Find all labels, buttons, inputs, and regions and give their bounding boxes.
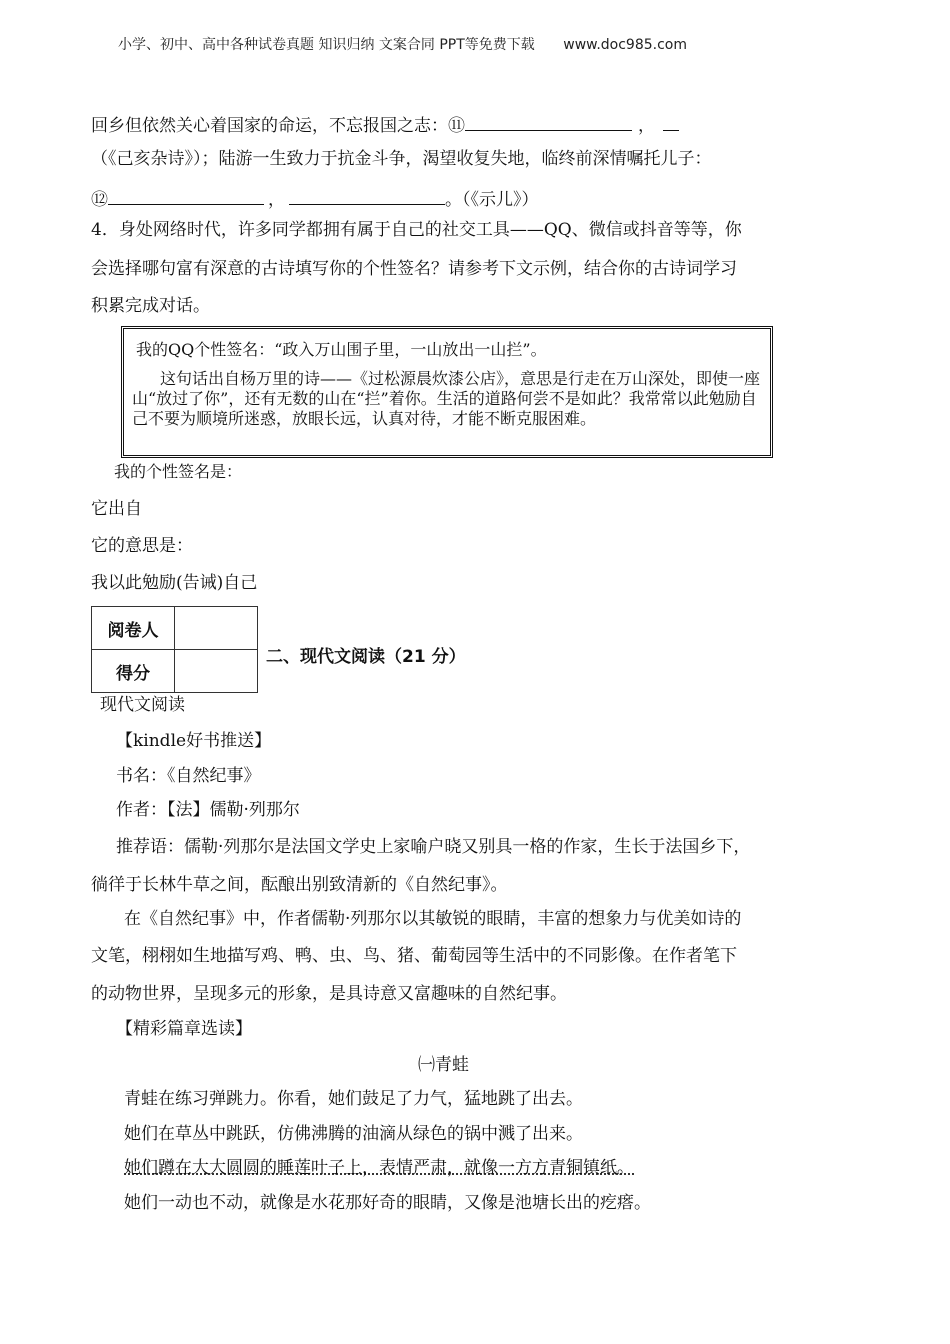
section-title: 二、现代文阅读（21 分）	[266, 647, 466, 667]
book-title: 书名：《自然纪事》	[116, 766, 261, 786]
excerpt-heading: 【精彩篇章选读】	[116, 1019, 252, 1039]
answer-meaning-label: 它的意思是：	[91, 536, 193, 556]
answer-blank-12b[interactable]	[289, 188, 445, 205]
q4-line2: 会选择哪句富有深意的古诗填写你的个性签名？请参考下文示例，结合你的古诗词学习	[91, 259, 737, 279]
section-subtitle: 现代文阅读	[100, 695, 185, 715]
grader-label: 阅卷人	[92, 607, 175, 650]
example-signature: 我的QQ个性签名：“政入万山围子里，一山放出一山拦”。	[136, 340, 547, 359]
score-cell[interactable]	[175, 650, 258, 693]
frog-line3: 她们蹲在大大圆圆的睡莲叶子上，表情严肃，就像一方方青铜镇纸。	[124, 1158, 634, 1178]
q4-line1: 4．身处网络时代，许多同学都拥有属于自己的社交工具——QQ、微信或抖音等等，你	[91, 220, 742, 240]
answer-blank-11[interactable]	[465, 114, 632, 131]
q3-line1: 回乡但依然关心着国家的命运，不忘报国之志：⑪ ，	[91, 114, 679, 135]
score-label: 得分	[92, 650, 175, 693]
frog-line1: 青蛙在练习弹跳力。你看，她们鼓足了力气，猛地跳了出去。	[124, 1089, 583, 1109]
kindle-heading: 【kindle好书推送】	[116, 731, 272, 751]
book-author: 作者：【法】儒勒·列那尔	[116, 800, 300, 820]
example-explanation: 这句话出自杨万里的诗——《过松源晨炊漆公店》，意思是行走在万山深处，即使一座山“放过了你”，还有无数的山在“拦”着你。生活的道路何尝不是如此？我常常以此勉励自己不要为顺境所迷惑，放眼长远，认真对待，才能不断克服困难。	[132, 369, 761, 428]
intro-line3: 的动物世界，呈现多元的形象，是具诗意又富趣味的自然纪事。	[91, 984, 567, 1004]
answer-blank-12a[interactable]	[108, 188, 264, 205]
example-box	[121, 326, 773, 458]
frog-line4: 她们一动也不动，就像是水花那好奇的眼睛，又像是池塘长出的疙瘩。	[124, 1193, 651, 1213]
answer-motto-label: 我以此勉励(告诫)自己	[91, 573, 258, 593]
chapter-title: ㈠青蛙	[418, 1055, 469, 1075]
answer-source-label: 它出自	[91, 499, 142, 519]
header-text: 小学、初中、高中各种试卷真题 知识归纳 文案合同 PPT等免费下载	[118, 37, 535, 53]
answer-signature-label: 我的个性签名是：	[114, 462, 243, 481]
answer-blank-11b[interactable]	[663, 114, 679, 131]
grading-table	[91, 606, 258, 693]
recommendation-line2: 徜徉于长林牛草之间，酝酿出别致清新的《自然纪事》。	[91, 875, 508, 895]
frog-line2: 她们在草丛中跳跃，仿佛沸腾的油滴从绿色的锅中溅了出来。	[124, 1124, 583, 1144]
q3-line3: ⑫ ， 。（《示儿》）	[91, 190, 539, 210]
page-header	[118, 34, 687, 54]
grader-cell[interactable]	[175, 607, 258, 650]
header-url: www.doc985.com	[563, 37, 687, 53]
intro-line1: 在《自然纪事》中，作者儒勒·列那尔以其敏锐的眼睛，丰富的想象力与优美如诗的	[124, 909, 742, 929]
recommendation-line1: 推荐语：儒勒·列那尔是法国文学史上家喻户晓又别具一格的作家，生长于法国乡下，	[116, 837, 751, 857]
q4-line3: 积累完成对话。	[91, 296, 210, 316]
intro-line2: 文笔，栩栩如生地描写鸡、鸭、虫、鸟、猪、葡萄园等生活中的不同影像。在作者笔下	[91, 946, 737, 966]
q3-line2: （《己亥杂诗》）；陆游一生致力于抗金斗争，渴望收复失地，临终前深情嘱托儿子：	[91, 149, 712, 169]
